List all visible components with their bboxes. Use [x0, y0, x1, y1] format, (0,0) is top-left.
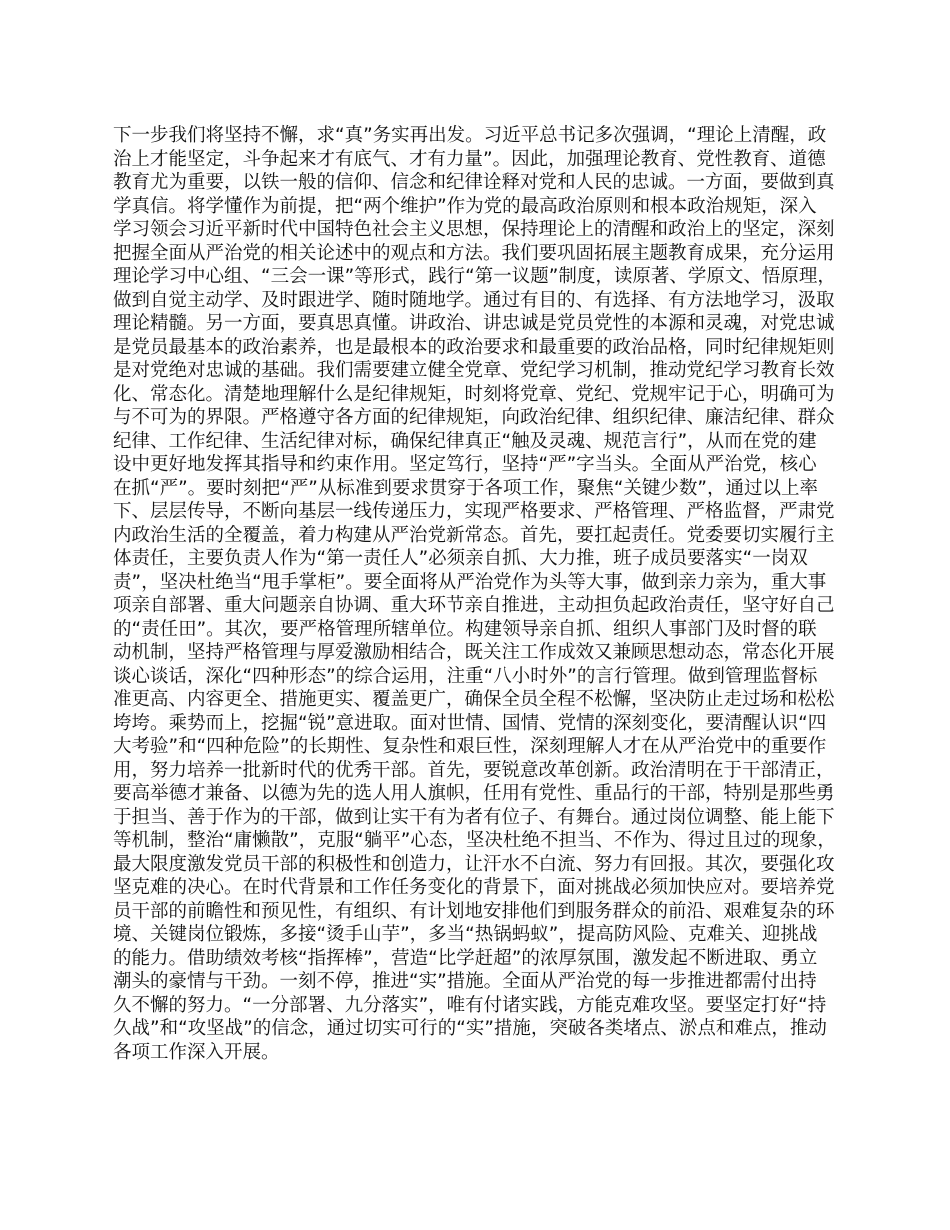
- text-line: 各项工作深入开展。: [113, 1041, 280, 1063]
- text-line: 与不可为的界限。严格遵守各方面的纪律规矩，向政治纪律、组织纪律、廉洁纪律、群众: [113, 407, 835, 428]
- text-line: 责”，坚决杜绝当“甩手掌柜”。要全面将从严治党作为头等大事，做到亲力亲为，重大事: [113, 571, 827, 593]
- text-line: 坚克难的决心。在时代背景和工作任务变化的背景下，面对挑战必须加快应对。要培养党: [113, 877, 835, 898]
- text-line: 体责任，主要负责人作为“第一责任人”必须亲自抓、大力推，班子成员要落实“一岗双: [113, 548, 808, 569]
- text-line: 治上才能坚定，斗争起来才有底气、才有力量”。因此，加强理论教育、党性教育、道德: [113, 148, 826, 170]
- text-line: 是党员最基本的政治素养，也是最根本的政治要求和最重要的政治品格，同时纪律规矩则: [113, 336, 835, 358]
- text-line: 的能力。借助绩效考核“指挥棒”，营造“比学赶超”的浓厚氛围，激发起不断进取、勇立: [113, 947, 818, 969]
- text-line: 教育尤为重要，以铁一般的信仰、信念和纪律诠释对党和人民的忠诚。一方面，要做到真: [113, 172, 835, 193]
- text-line: 是对党绝对忠诚的基础。我们需要建立健全党章、党纪学习机制，推动党纪学习教育长效: [113, 360, 835, 381]
- text-line: 员干部的前瞻性和预见性，有组织、有计划地安排他们到服务群众的前沿、艰难复杂的环: [113, 900, 835, 922]
- text-line: 于担当、善于作为的干部，做到让实干有为者有位子、有舞台。通过岗位调整、能上能下: [113, 806, 835, 828]
- text-line: 的“责任田”。其次，要严格管理所辖单位。构建领导亲自抓、组织人事部门及时督的联: [113, 618, 817, 640]
- text-line: 把握全面从严治党的相关论述中的观点和方法。我们要巩固拓展主题教育成果，充分运用: [113, 242, 835, 264]
- text-line: 大考验”和“四种危险”的长期性、复杂性和艰巨性，深刻理解人才在从严治党中的重要作: [113, 736, 827, 757]
- text-line: 化、常态化。清楚地理解什么是纪律规矩，时刻将党章、党纪、党规牢记于心，明确可为: [113, 383, 835, 405]
- text-line: 垮垮。乘势而上，挖掘“锐”意进取。面对世情、国情、党情的深刻变化，要清醒认识“四: [113, 712, 827, 734]
- text-line: 要高举德才兼备、以德为先的选人用人旗帜，任用有党性、重品行的干部，特别是那些勇: [113, 783, 835, 804]
- text-line: 准更高、内容更全、措施更实、覆盖更广，确保全员全程不松懈，坚决防止走过场和松松: [113, 689, 835, 710]
- text-line: 纪律、工作纪律、生活纪律对标，确保纪律真正“触及灵魂、规范言行”，从而在党的建: [113, 430, 817, 452]
- text-line: 学真信。将学懂作为前提，把“两个维护”作为党的最高政治原则和根本政治规矩，深入: [113, 195, 817, 217]
- text-line: 等机制，整治“庸懒散”，克服“躺平”心态，坚决杜绝不担当、不作为、得过且过的现象，: [113, 830, 836, 851]
- text-line: 用，努力培养一批新时代的优秀干部。首先，要锐意改革创新。政治清明在于干部清正，: [113, 759, 835, 781]
- text-line: 理论精髓。另一方面，要真思真懂。讲政治、讲忠诚是党员党性的本源和灵魂，对党忠诚: [113, 313, 835, 334]
- text-line: 谈心谈话，深化“四种形态”的综合运用，注重“八小时外”的言行管理。做到管理监督标: [113, 665, 818, 687]
- text-line: 内政治生活的全覆盖，着力构建从严治党新常态。首先，要扛起责任。党委要切实履行主: [113, 524, 835, 546]
- text-line: 下、层层传导，不断向基层一线传递压力，实现严格要求、严格管理、严格监督，严肃党: [113, 501, 835, 522]
- text-line: 下一步我们将坚持不懈，求“真”务实再出发。习近平总书记多次强调，“理论上清醒，政: [113, 125, 827, 146]
- text-line: 动机制，坚持严格管理与厚爱激励相结合，既关注工作成效又兼顾思想动态，常态化开展: [113, 642, 835, 663]
- text-line: 理论学习中心组、“三会一课”等形式，践行“第一议题”制度，读原著、学原文、悟原理，: [113, 266, 836, 287]
- text-line: 久不懈的努力。“一分部署、九分落实”，唯有付诸实践，方能克难攻坚。要坚定打好“持: [113, 994, 827, 1016]
- text-line: 设中更好地发挥其指导和约束作用。坚定笃行，坚持“严”字当头。全面从严治党，核心: [113, 454, 817, 475]
- text-line: 境、关键岗位锻炼，多接“烫手山芋”，多当“热锅蚂蚁”，提高防风险、克难关、迎挑战: [113, 924, 818, 945]
- text-line: 最大限度激发党员干部的积极性和创造力，让汗水不白流、努力有回报。其次，要强化攻: [113, 853, 835, 875]
- body-text: [113, 124, 839, 1064]
- text-line: 久战”和“攻坚战”的信念，通过切实可行的“实”措施，突破各类堵点、淤点和难点，推动: [113, 1018, 827, 1039]
- text-line: 潮头的豪情与干劲。一刻不停，推进“实”措施。全面从严治党的每一步推进都需付出持: [113, 971, 817, 992]
- text-line: 做到自觉主动学、及时跟进学、随时随地学。通过有目的、有选择、有方法地学习，汲取: [113, 289, 835, 311]
- text-line: 项亲自部署、重大问题亲自协调、重大环节亲自推进，主动担负起政治责任，坚守好自己: [113, 595, 835, 616]
- text-line: 在抓“严”。要时刻把“严”从标准到要求贯穿于各项工作，聚焦“关键少数”，通过以上率: [113, 477, 819, 499]
- text-line: 学习领会习近平新时代中国特色社会主义思想，保持理论上的清醒和政治上的坚定，深刻: [113, 219, 835, 240]
